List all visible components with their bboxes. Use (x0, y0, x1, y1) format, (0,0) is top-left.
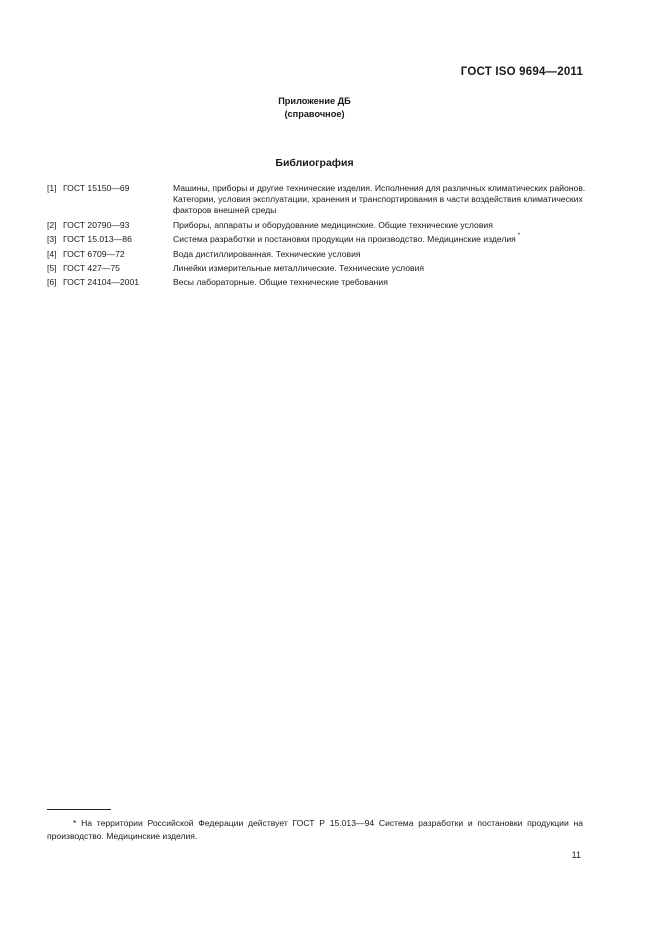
entry-number: [3] (47, 234, 57, 245)
page-number: 11 (571, 850, 581, 860)
bibliography-title: Библиография (275, 157, 354, 169)
entry-number: [4] (47, 248, 57, 259)
entry-description-text: Весы лабораторные. Общие технические требования (173, 277, 388, 288)
entry-standard: ГОСТ 15150—69 (63, 183, 130, 193)
document-code: ГОСТ ISO 9694—2011 (460, 66, 583, 78)
footnote-separator (47, 809, 111, 810)
entry-description-text: Приборы, аппараты и оборудование медицинские. Общие технические условия (173, 219, 493, 230)
entry-description (173, 234, 587, 245)
entry-description (173, 220, 587, 231)
entry-standard: ГОСТ 15.013—86 (63, 234, 132, 245)
bibliography-list (47, 183, 587, 292)
footnote: * На территории Российской Федерации действует ГОСТ Р 15.013—94 Система разработки и постановки продукции на производство. Медицинские изделия. (47, 818, 583, 841)
bibliography-entry (47, 220, 587, 231)
bibliography-entry (47, 183, 587, 217)
footnote-marker: * (517, 233, 521, 240)
entry-standard: ГОСТ 24104—2001 (63, 277, 140, 288)
bibliography-entry (47, 277, 587, 288)
entry-number: [1] (47, 183, 57, 193)
entry-number: [2] (47, 219, 57, 230)
bibliography-entry (47, 249, 587, 260)
bibliography-entry (47, 263, 587, 274)
appendix-subtitle: (справочное) (284, 109, 345, 119)
entry-description-text: Вода дистиллированная. Технические условия (173, 248, 361, 259)
entry-description-text: Линейки измерительные металлические. Технические условия (173, 262, 425, 273)
entry-description (173, 263, 587, 274)
entry-description (173, 183, 587, 217)
entry-standard: ГОСТ 20790—93 (63, 219, 130, 230)
entry-description-text: Машины, приборы и другие технические изделия. Исполнения для различных климатических районов. Категории, условия эксплуатации, хранения и транспортирования в части воздействия климатических факторов внешней среды (173, 183, 586, 216)
entry-description (173, 277, 587, 288)
entry-number: [5] (47, 262, 57, 273)
entry-number: [6] (47, 277, 57, 288)
appendix-heading (0, 95, 629, 121)
entry-description-text: Система разработки и постановки продукции на производство. Медицинские изделия (173, 234, 516, 245)
appendix-title: Приложение ДБ (278, 96, 351, 106)
entry-description (173, 249, 587, 260)
entry-standard: ГОСТ 427—75 (63, 262, 120, 273)
bibliography-entry (47, 234, 587, 245)
entry-standard: ГОСТ 6709—72 (63, 248, 125, 259)
